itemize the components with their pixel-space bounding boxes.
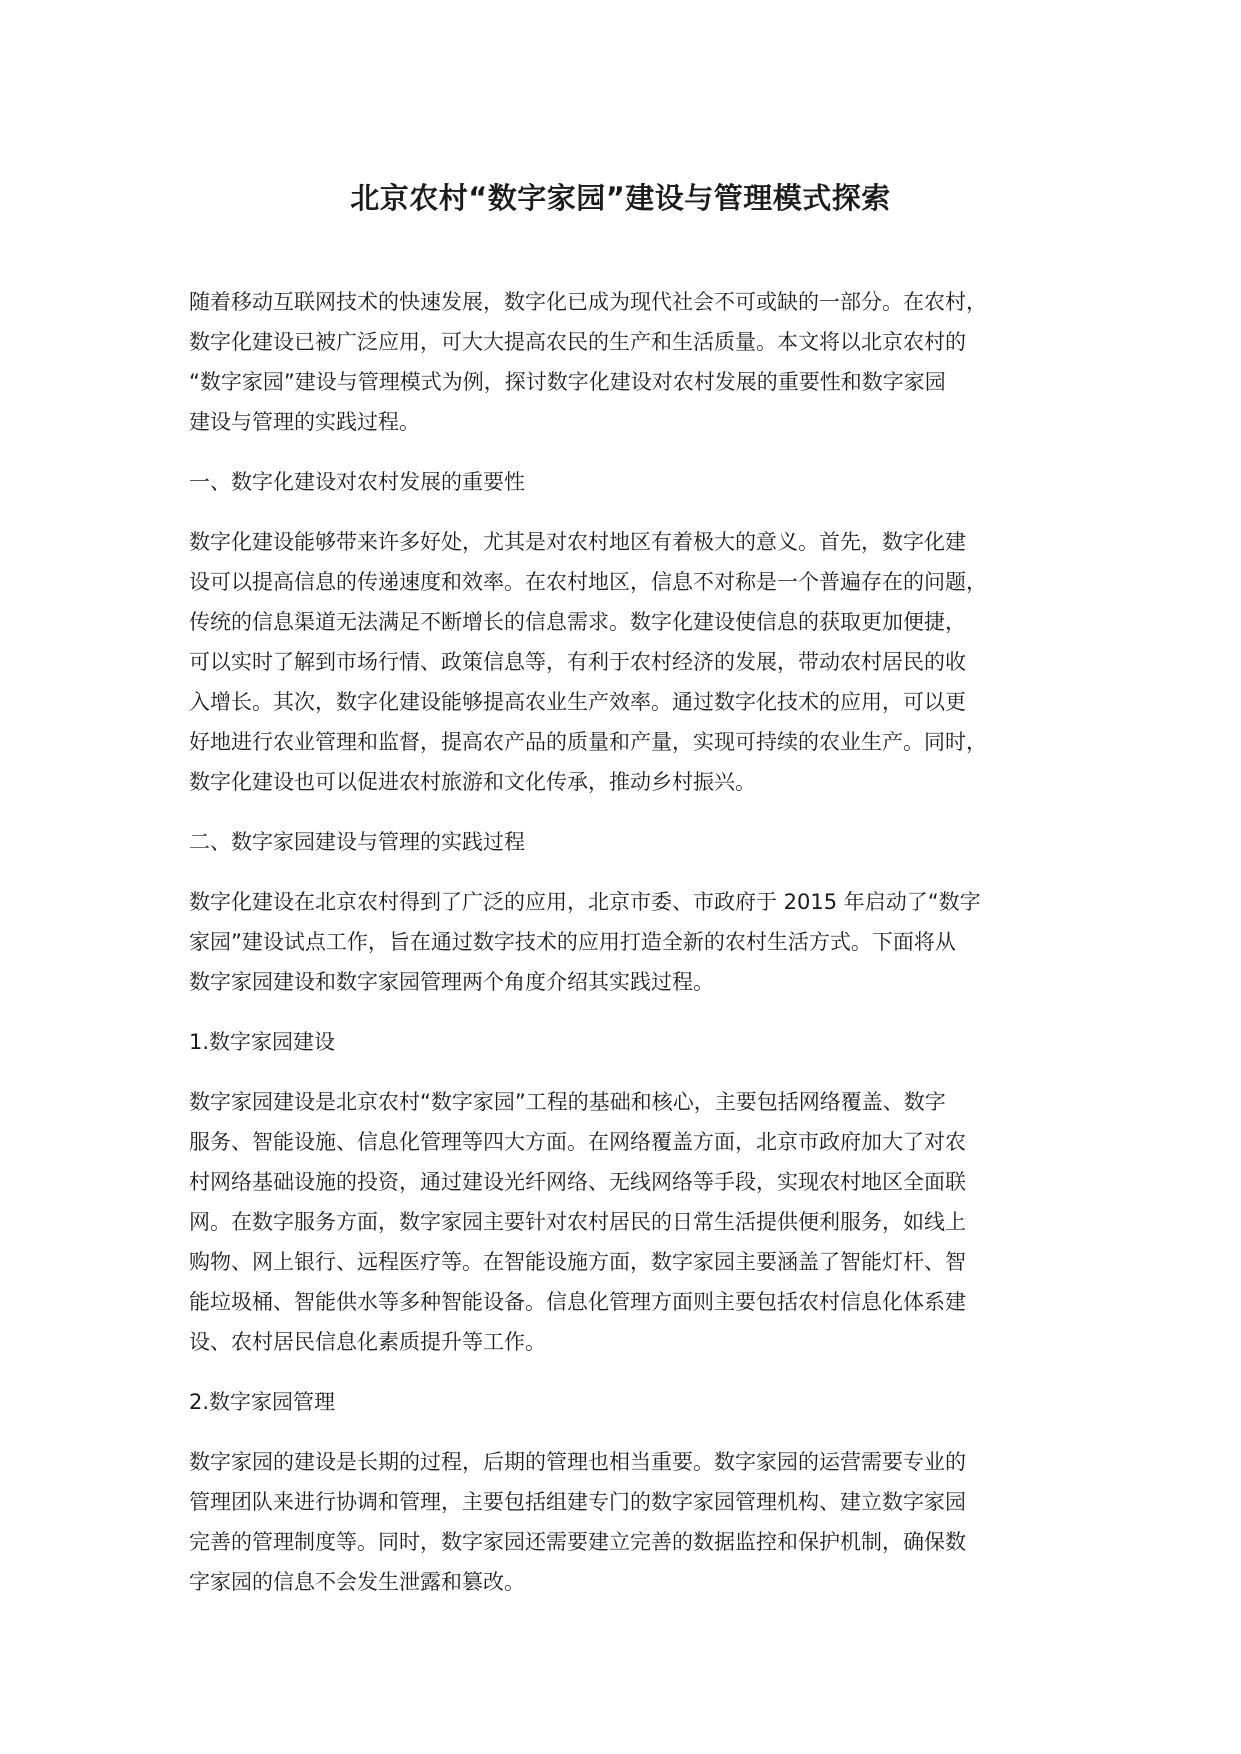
text-line: 数字家园建设和数字家园管理两个角度介绍其实践过程。 — [189, 970, 714, 994]
body-paragraph — [189, 282, 1079, 442]
text-line: 数字化建设已被广泛应用，可大大提高农民的生产和生活质量。本文将以北京农村的 — [189, 330, 966, 354]
body-paragraph — [189, 522, 1079, 802]
text-line: 数字家园的建设是长期的过程，后期的管理也相当重要。数字家园的运营需要专业的 — [189, 1450, 966, 1474]
text-line: 村网络基础设施的投资，通过建设光纤网络、无线网络等手段，实现农村地区全面联 — [189, 1170, 966, 1194]
document-title: 北京农村“数字家园”建设与管理模式探索 — [350, 181, 891, 215]
text-line: 数字化建设能够带来许多好处，尤其是对农村地区有着极大的意义。首先，数字化建 — [189, 530, 966, 554]
section-heading — [189, 1382, 1079, 1422]
text-line: 完善的管理制度等。同时，数字家园还需要建立完善的数据监控和保护机制，确保数 — [189, 1530, 966, 1554]
section-heading — [189, 462, 1079, 502]
text-line: 可以实时了解到市场行情、政策信息等，有利于农村经济的发展，带动农村居民的收 — [189, 650, 966, 674]
section-heading — [189, 1022, 1079, 1062]
body-paragraph — [189, 1442, 1079, 1602]
text-line: 1.数字家园建设 — [189, 1030, 336, 1054]
text-line: 传统的信息渠道无法满足不断增长的信息需求。数字化建设使信息的获取更加便捷， — [189, 610, 966, 634]
body-paragraph — [189, 882, 1079, 1002]
text-line: 家园”建设试点工作，旨在通过数字技术的应用打造全新的农村生活方式。下面将从 — [189, 930, 956, 954]
text-line: 设、农村居民信息化素质提升等工作。 — [189, 1330, 546, 1354]
text-line: 设可以提高信息的传递速度和效率。在农村地区，信息不对称是一个普遍存在的问题， — [189, 570, 987, 594]
text-line: 2.数字家园管理 — [189, 1390, 336, 1414]
text-line: 管理团队来进行协调和管理，主要包括组建专门的数字家园管理机构、建立数字家园 — [189, 1490, 966, 1514]
document-body — [189, 282, 1079, 1622]
text-line: 网。在数字服务方面，数字家园主要针对农村居民的日常生活提供便利服务，如线上 — [189, 1210, 966, 1234]
text-line: 数字家园建设是北京农村“数字家园”工程的基础和核心，主要包括网络覆盖、数字 — [189, 1090, 946, 1114]
text-line: 能垃圾桶、智能供水等多种智能设备。信息化管理方面则主要包括农村信息化体系建 — [189, 1290, 966, 1314]
text-line: 好地进行农业管理和监督，提高农产品的质量和产量，实现可持续的农业生产。同时， — [189, 730, 987, 754]
text-line: 数字化建设在北京农村得到了广泛的应用，北京市委、市政府于 2015 年启动了“数字 — [189, 890, 981, 914]
text-line: “数字家园”建设与管理模式为例，探讨数字化建设对农村发展的重要性和数字家园 — [189, 370, 946, 394]
text-line: 建设与管理的实践过程。 — [189, 410, 420, 434]
text-line: 二、数字家园建设与管理的实践过程 — [189, 830, 525, 854]
text-line: 字家园的信息不会发生泄露和篡改。 — [189, 1570, 525, 1594]
text-line: 数字化建设也可以促进农村旅游和文化传承，推动乡村振兴。 — [189, 770, 756, 794]
body-paragraph — [189, 1082, 1079, 1362]
section-heading — [189, 822, 1079, 862]
text-line: 随着移动互联网技术的快速发展，数字化已成为现代社会不可或缺的一部分。在农村， — [189, 290, 987, 314]
text-line: 入增长。其次，数字化建设能够提高农业生产效率。通过数字化技术的应用，可以更 — [189, 690, 966, 714]
text-line: 服务、智能设施、信息化管理等四大方面。在网络覆盖方面，北京市政府加大了对农 — [189, 1130, 966, 1154]
text-line: 购物、网上银行、远程医疗等。在智能设施方面，数字家园主要涵盖了智能灯杆、智 — [189, 1250, 966, 1274]
text-line: 一、数字化建设对农村发展的重要性 — [189, 470, 525, 494]
